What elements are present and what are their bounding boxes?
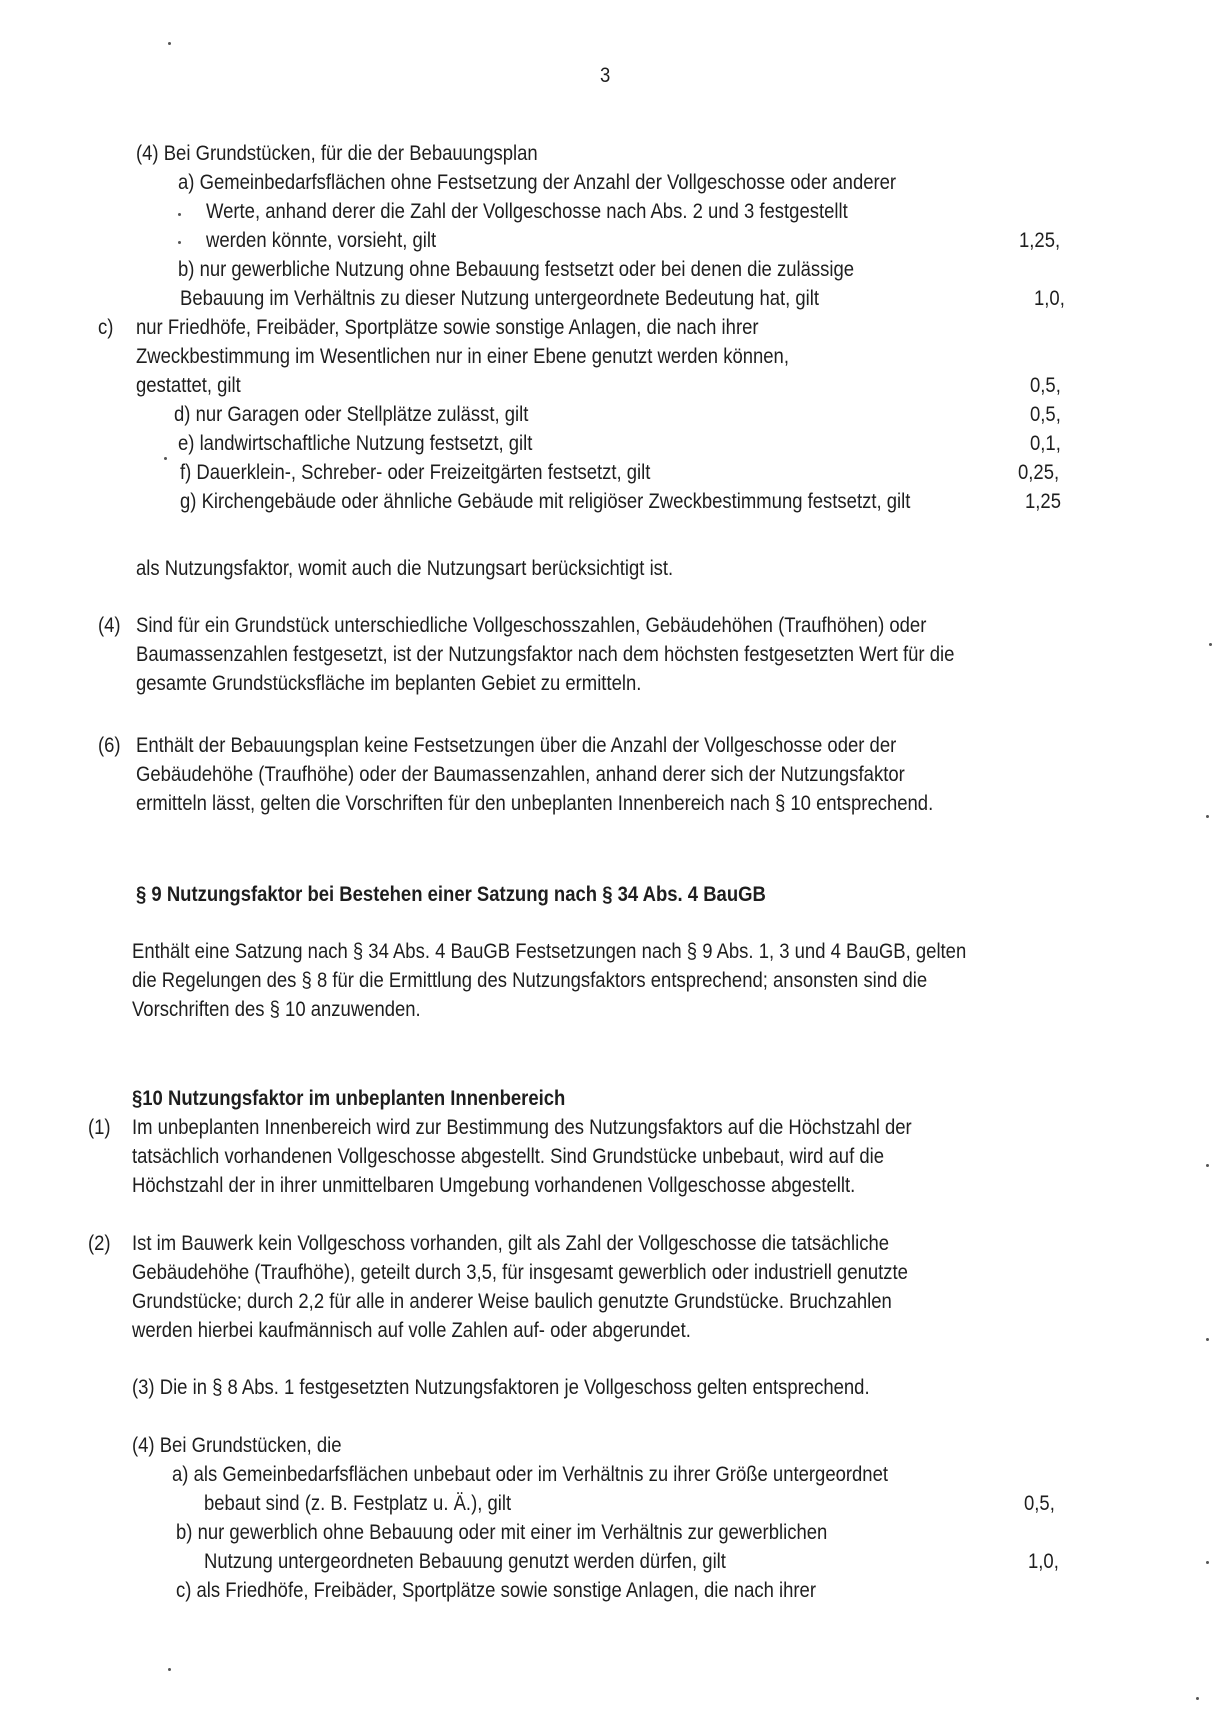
s9-heading: § 9 Nutzungsfaktor bei Bestehen einer Satzung nach § 34 Abs. 4 BauGB (136, 883, 766, 906)
s8-4-a-line2: Werte, anhand derer die Zahl der Vollgeschosse nach Abs. 2 und 3 festgestellt (206, 200, 848, 223)
s8-4-b-line1: b) nur gewerbliche Nutzung ohne Bebauung festsetzt oder bei denen die zulässige (178, 258, 855, 281)
s8-4-f: f) Dauerklein-, Schreber- oder Freizeitgärten festsetzt, gilt (180, 461, 651, 484)
s8-4-d-value: 0,5, (1030, 403, 1061, 426)
s10-2-line1: Ist im Bauwerk kein Vollgeschoss vorhanden, gilt als Zahl der Vollgeschosse die tatsächliche (132, 1232, 890, 1255)
s8-5-line3: gesamte Grundstücksfläche im beplanten Gebiet zu ermitteln. (136, 672, 642, 695)
s8-4-g-value: 1,25 (1025, 490, 1061, 513)
s8-4-b-value: 1,0, (1034, 287, 1065, 310)
s8-4-g: g) Kirchengebäude oder ähnliche Gebäude mit religiöser Zweckbestimmung festsetzt, gilt (180, 490, 911, 513)
s10-1-number: (1) (88, 1116, 111, 1139)
s10-3: (3) Die in § 8 Abs. 1 festgesetzten Nutzungsfaktoren je Vollgeschoss gelten entsprechend. (132, 1376, 870, 1399)
scan-speck (168, 1668, 171, 1671)
s8-4-a-line3: werden könnte, vorsieht, gilt (206, 229, 437, 252)
s8-4-closing: als Nutzungsfaktor, womit auch die Nutzungsart berücksichtigt ist. (136, 557, 674, 580)
s8-4-c-line3: gestattet, gilt (136, 374, 241, 397)
s8-6-line2: Gebäudehöhe (Traufhöhe) oder der Baumassenzahlen, anhand derer sich der Nutzungsfaktor (136, 763, 905, 786)
scan-speck (1209, 643, 1212, 646)
scan-speck (168, 42, 171, 45)
s10-4-b-value: 1,0, (1028, 1550, 1059, 1573)
s8-5-line1: Sind für ein Grundstück unterschiedliche Vollgeschosszahlen, Gebäudehöhen (Traufhöhen) oder (136, 614, 927, 637)
s9-line3: Vorschriften des § 10 anzuwenden. (132, 998, 421, 1021)
s10-2-line3: Grundstücke; durch 2,2 für alle in anderer Weise baulich genutzte Grundstücke. Bruchzahlen (132, 1290, 892, 1313)
s10-4-c-line1: c) als Friedhöfe, Freibäder, Sportplätze sowie sonstige Anlagen, die nach ihrer (176, 1579, 816, 1602)
s8-4-a-value: 1,25, (1019, 229, 1061, 252)
s8-6-line1-text: Enthält der Bebauungsplan keine Festsetzungen über die Anzahl der Vollgeschosse oder der (136, 734, 897, 757)
s10-4-a-value: 0,5, (1024, 1492, 1055, 1515)
s10-1-line2: tatsächlich vorhandenen Vollgeschosse abgestellt. Sind Grundstücke unbebaut, wird auf die (132, 1145, 885, 1168)
scan-speck (1206, 1164, 1209, 1167)
scan-speck (164, 457, 167, 460)
s10-2-number: (2) (88, 1232, 111, 1255)
page-number: 3 (600, 64, 611, 87)
s10-2-line4: werden hierbei kaufmännisch auf volle Zahlen auf- oder abgerundet. (132, 1319, 691, 1342)
scan-speck (1196, 1697, 1199, 1700)
s8-4-e: e) landwirtschaftliche Nutzung festsetzt, gilt (178, 432, 533, 455)
s8-6-line1 (136, 732, 1046, 760)
s8-4-a-line1: a) Gemeinbedarfsflächen ohne Festsetzung der Anzahl der Vollgeschosse oder anderer (178, 171, 897, 194)
s9-line1: Enthält eine Satzung nach § 34 Abs. 4 BauGB Festsetzungen nach § 9 Abs. 1, 3 und 4 BauGB, gelten (132, 940, 967, 963)
scan-speck (1206, 1561, 1209, 1564)
scan-speck (178, 213, 181, 216)
s8-4-intro: (4) Bei Grundstücken, für die der Bebauungsplan (136, 142, 538, 165)
s8-4-c-line1: nur Friedhöfe, Freibäder, Sportplätze sowie sonstige Anlagen, die nach ihrer (136, 316, 759, 339)
scan-speck (1206, 1338, 1209, 1341)
s10-4-b-line2: Nutzung untergeordneten Bebauung genutzt werden dürfen, gilt (204, 1550, 726, 1573)
s10-2-line2: Gebäudehöhe (Traufhöhe), geteilt durch 3,5, für insgesamt gewerblich oder industriell genutzte (132, 1261, 908, 1284)
s10-4-intro: (4) Bei Grundstücken, die (132, 1434, 342, 1457)
s8-5-number: (4) (98, 614, 121, 637)
s10-4-b-line1: b) nur gewerblich ohne Bebauung oder mit einer im Verhältnis zur gewerblichen (176, 1521, 828, 1544)
s8-4-c-line2: Zweckbestimmung im Wesentlichen nur in einer Ebene genutzt werden können, (136, 345, 789, 368)
s8-4-c-value: 0,5, (1030, 374, 1061, 397)
s10-4-a-line1: a) als Gemeinbedarfsflächen unbebaut oder im Verhältnis zu ihrer Größe untergeordnet (172, 1463, 889, 1486)
s9-line2: die Regelungen des § 8 für die Ermittlung des Nutzungsfaktors entsprechend; ansonsten sind die (132, 969, 928, 992)
s10-4-a-line2: bebaut sind (z. B. Festplatz u. Ä.), gilt (204, 1492, 512, 1515)
s8-4-e-value: 0,1, (1030, 432, 1061, 455)
s8-4-d: d) nur Garagen oder Stellplätze zulässt, gilt (174, 403, 529, 426)
s10-1-line1: Im unbeplanten Innenbereich wird zur Bestimmung des Nutzungsfaktors auf die Höchstzahl der (132, 1116, 912, 1139)
s8-5-line2: Baumassenzahlen festgesetzt, ist der Nutzungsfaktor nach dem höchsten festgesetzten Wert für die (136, 643, 955, 666)
s8-4-f-value: 0,25, (1018, 461, 1060, 484)
s8-6-number: (6) (98, 734, 121, 757)
s8-6-line3: ermitteln lässt, gelten die Vorschriften für den unbeplanten Innenbereich nach § 10 entsprechend. (136, 792, 934, 815)
s8-4-c-label: c) (98, 316, 114, 339)
scan-speck (1206, 815, 1209, 818)
scan-speck (178, 241, 181, 244)
s8-4-b-line2: Bebauung im Verhältnis zu dieser Nutzung untergeordnete Bedeutung hat, gilt (180, 287, 820, 310)
s10-heading: §10 Nutzungsfaktor im unbeplanten Innenbereich (132, 1087, 566, 1110)
s10-1-line3: Höchstzahl der in ihrer unmittelbaren Umgebung vorhandenen Vollgeschosse abgestellt. (132, 1174, 856, 1197)
